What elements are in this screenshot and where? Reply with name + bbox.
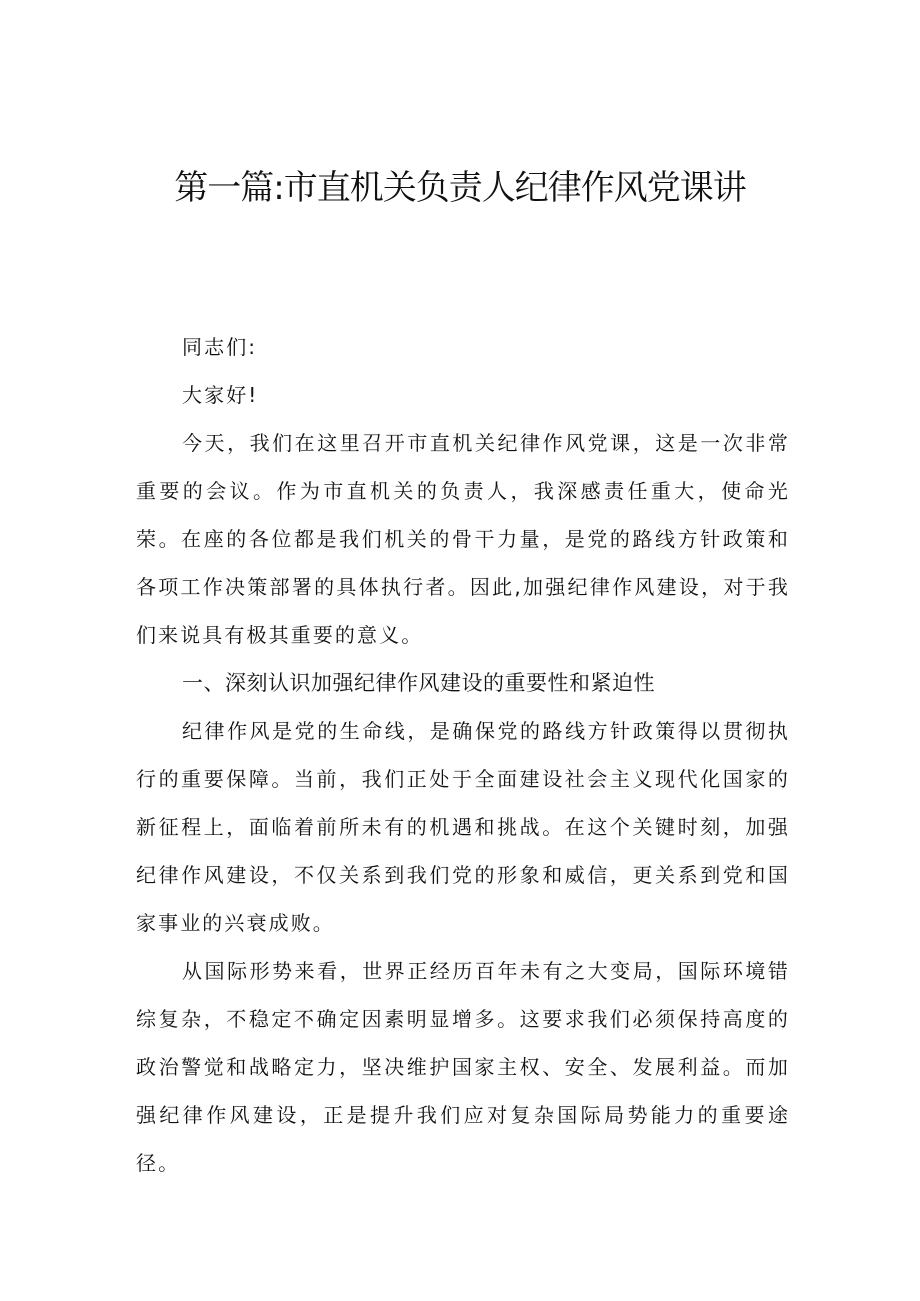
section-paragraph-2: 从国际形势来看，世界正经历百年未有之大变局，国际环境错综复杂，不稳定不确定因素明显增多。这要求我们必须保持高度的政治警觉和战略定力，坚决维护国家主权、安全、发展利益。而加强纪律作风建设，正是提升我们应对复杂国际局势能力的重要途径。 — [136, 959, 790, 1175]
greeting: 大家好! — [182, 383, 259, 407]
document-title: 第一篇:市直机关负责人纪律作风党课讲 — [174, 168, 746, 208]
section-paragraph-1: 纪律作风是党的生命线，是确保党的路线方针政策得以贯彻执行的重要保障。当前，我们正处于全面建设社会主义现代化国家的新征程上，面临着前所未有的机遇和挑战。在这个关键时刻，加强纪律作风建设，不仅关系到我们党的形象和威信，更关系到党和国家事业的兴衰成败。 — [136, 719, 790, 935]
intro-paragraph: 今天，我们在这里召开市直机关纪律作风党课，这是一次非常重要的会议。作为市直机关的负责人，我深感责任重大，使命光荣。在座的各位都是我们机关的骨干力量，是党的路线方针政策和各项工作决策部署的具体执行者。因此,加强纪律作风建设，对于我们来说具有极其重要的意义。 — [136, 431, 790, 647]
section-heading: 一、深刻认识加强纪律作风建设的重要性和紧迫性 — [182, 671, 655, 695]
salutation: 同志们: — [182, 335, 258, 359]
document-body — [136, 323, 790, 1187]
